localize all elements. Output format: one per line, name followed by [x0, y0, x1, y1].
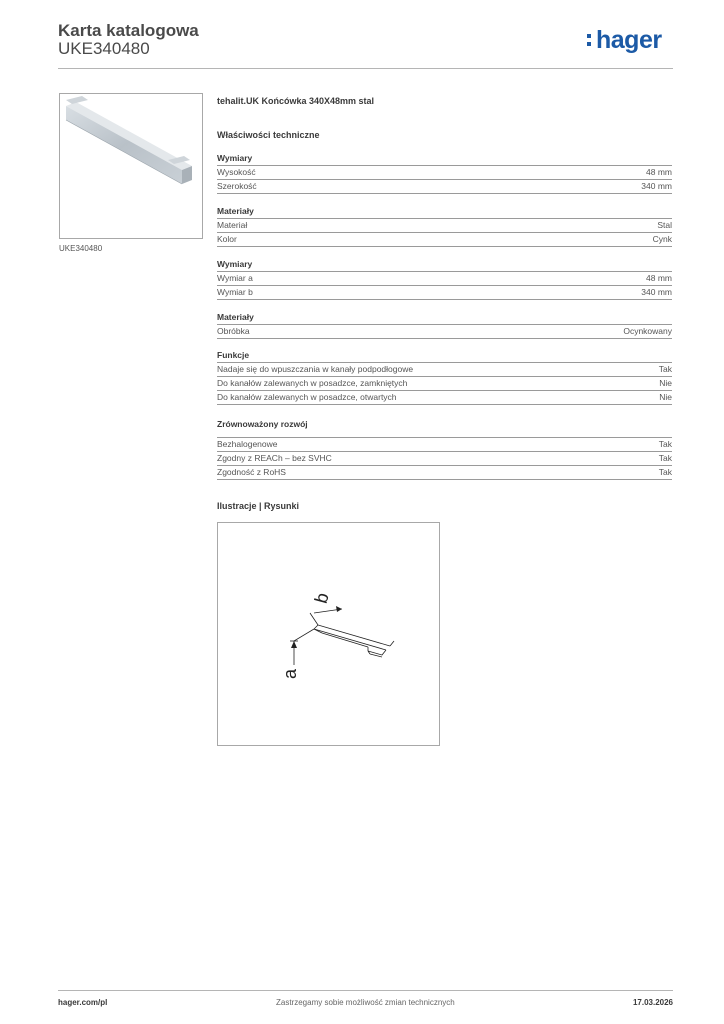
spec-value: 340 mm: [641, 287, 672, 297]
spec-row: [217, 166, 672, 180]
spec-value: 48 mm: [646, 167, 672, 177]
spec-label: Wymiar a: [217, 273, 253, 283]
spec-row: [217, 272, 672, 286]
spec-row: [217, 391, 672, 405]
spec-label: Wysokość: [217, 167, 256, 177]
page-title: Karta katalogowa: [58, 21, 199, 40]
spec-label: Do kanałów zalewanych w posadzce, zamkniętych: [217, 378, 408, 388]
spec-group-finish: [217, 311, 672, 339]
spec-row: [217, 325, 672, 339]
spec-label: Obróbka: [217, 326, 250, 336]
product-name: tehalit.UK Końcówka 340X48mm stal: [217, 96, 375, 106]
spec-value: Stal: [657, 220, 672, 230]
illustrations-title: Ilustracje | Rysunki: [217, 501, 300, 511]
spec-label: Nadaje się do wpuszczania w kanały podpodłogowe: [217, 364, 414, 374]
spec-label: Do kanałów zalewanych w posadzce, otwartych: [217, 392, 397, 402]
spec-value: Tak: [658, 439, 672, 449]
spec-value: Tak: [658, 364, 672, 374]
header-divider: [58, 68, 673, 69]
footer-divider: [58, 990, 673, 991]
spec-label: Bezhalogenowe: [217, 439, 278, 449]
spec-label: Kolor: [217, 234, 237, 244]
hager-logo: [596, 28, 662, 53]
spec-row: [217, 363, 672, 377]
spec-value: Ocynkowany: [623, 326, 672, 336]
spec-label: Materiał: [217, 220, 248, 230]
spec-value: Nie: [659, 378, 672, 388]
spec-value: 48 mm: [646, 273, 672, 283]
spec-row: [217, 466, 672, 480]
spec-value: Tak: [658, 453, 672, 463]
product-image: [59, 93, 203, 239]
footer-website: hager.com/pl: [58, 998, 108, 1007]
spec-value: Nie: [659, 392, 672, 402]
logo-dots-icon: [587, 34, 591, 50]
spec-row: [217, 286, 672, 300]
spec-value: Tak: [658, 467, 672, 477]
spec-group-materials: [217, 205, 672, 247]
spec-value: 340 mm: [641, 181, 672, 191]
dimension-a-label: a: [280, 668, 300, 679]
spec-label: Zgodny z REACh – bez SVHC: [217, 453, 332, 463]
dimension-drawing-icon: [218, 523, 439, 745]
spec-label: Szerokość: [217, 181, 257, 191]
specs-title: Właściwości techniczne: [217, 130, 320, 140]
footer-disclaimer: Zastrzegamy sobie możliwość zmian technicznych: [276, 998, 455, 1007]
group-title: Zrównoważony rozwój: [217, 419, 308, 429]
footer-date: 17.03.2026: [632, 998, 673, 1007]
product-image-caption: UKE340480: [59, 244, 103, 253]
technical-drawing: [217, 522, 440, 746]
spec-row: [217, 452, 672, 466]
group-title: Materiały: [217, 311, 672, 325]
group-title: Funkcje: [217, 349, 672, 363]
group-title: Wymiary: [217, 258, 672, 272]
spec-label: Zgodność z RoHS: [217, 467, 286, 477]
spec-group-dimensions: [217, 152, 672, 194]
product-code: UKE340480: [58, 39, 150, 58]
spec-content: [217, 95, 672, 513]
spec-group-functions: [217, 349, 672, 405]
spec-group-dimensions-ab: [217, 258, 672, 300]
spec-group-sustainability: [217, 418, 672, 480]
spec-row: [217, 219, 672, 233]
spec-row: [217, 180, 672, 194]
group-title: Materiały: [217, 205, 672, 219]
spec-value: Cynk: [652, 234, 672, 244]
group-title: Wymiary: [217, 152, 672, 166]
cable-end-piece-icon: [60, 94, 202, 238]
dimension-b-label: b: [310, 590, 333, 606]
spec-label: Wymiar b: [217, 287, 253, 297]
spec-row: [217, 438, 672, 452]
spec-row: [217, 377, 672, 391]
spec-row: [217, 233, 672, 247]
logo-text: hager: [596, 26, 662, 54]
